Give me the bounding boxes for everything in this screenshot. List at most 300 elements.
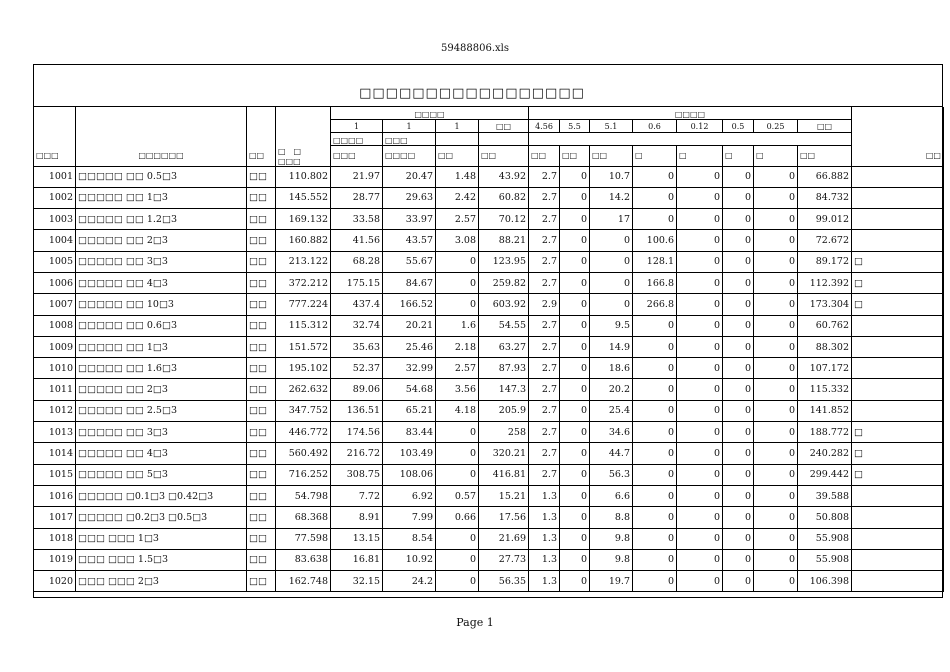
cell-b3: 6.6 (590, 485, 633, 506)
cell-b7: 0 (754, 507, 798, 528)
cell-b4: 266.8 (633, 294, 677, 315)
cell-asum: 56.35 (479, 571, 529, 592)
table-row (34, 294, 944, 315)
cell-note (852, 230, 944, 251)
cell-b7: 0 (754, 528, 798, 549)
cell-a1: 52.37 (331, 358, 383, 379)
cell-unit: □□ (247, 230, 276, 251)
cell-a2: 6.92 (383, 485, 436, 506)
cell-bsum: 141.852 (798, 400, 852, 421)
cell-b5: 0 (677, 400, 723, 421)
cell-a3: 0 (436, 549, 479, 570)
cell-b7: 0 (754, 230, 798, 251)
cell-b1: 1.3 (529, 571, 560, 592)
cell-code: 1018 (34, 528, 76, 549)
cell-bsum: 66.882 (798, 166, 852, 187)
cell-b1: 2.7 (529, 251, 560, 272)
cell-name: □□□□□ □□ 3□3 (76, 422, 247, 443)
header-blank-b (529, 133, 852, 146)
cell-b3: 0 (590, 230, 633, 251)
cell-b7: 0 (754, 485, 798, 506)
cell-note (852, 166, 944, 187)
cell-b4: 0 (633, 464, 677, 485)
cell-note (852, 549, 944, 570)
cell-price: 110.802 (276, 166, 331, 187)
table-row (34, 485, 944, 506)
cell-name: □□□□□ □□ 3□3 (76, 251, 247, 272)
cell-asum: 60.82 (479, 187, 529, 208)
col-unit: □□ (247, 146, 276, 167)
col-b7: □ (754, 146, 798, 167)
cell-asum: 416.81 (479, 464, 529, 485)
cell-b6: 0 (723, 272, 754, 293)
cell-a3: 0.57 (436, 485, 479, 506)
cell-b5: 0 (677, 166, 723, 187)
cell-b7: 0 (754, 400, 798, 421)
cell-b6: 0 (723, 187, 754, 208)
cell-b5: 0 (677, 230, 723, 251)
cell-asum: 320.21 (479, 443, 529, 464)
cell-asum: 88.21 (479, 230, 529, 251)
table-row (34, 422, 944, 443)
cell-bsum: 88.302 (798, 336, 852, 357)
page-number: Page 1 (456, 616, 494, 629)
price-table (33, 106, 944, 592)
cell-b4: 166.8 (633, 272, 677, 293)
cell-b7: 0 (754, 294, 798, 315)
cell-b6: 0 (723, 422, 754, 443)
cell-unit: □□ (247, 187, 276, 208)
cell-price: 169.132 (276, 209, 331, 230)
cell-b7: 0 (754, 422, 798, 443)
col-b2: □□ (560, 146, 590, 167)
cell-b5: 0 (677, 549, 723, 570)
cell-b6: 0 (723, 528, 754, 549)
cell-b5: 0 (677, 272, 723, 293)
table-row (34, 272, 944, 293)
cell-price: 162.748 (276, 571, 331, 592)
cell-b6: 0 (723, 336, 754, 357)
cell-b4: 0 (633, 422, 677, 443)
cell-unit: □□ (247, 315, 276, 336)
header-sub-b: 5.1 (590, 120, 633, 133)
cell-bsum: 84.732 (798, 187, 852, 208)
cell-b5: 0 (677, 443, 723, 464)
cell-b1: 2.9 (529, 294, 560, 315)
cell-a2: 103.49 (383, 443, 436, 464)
col-b1: □□ (529, 146, 560, 167)
col-note: □□ (852, 146, 944, 167)
cell-b7: 0 (754, 379, 798, 400)
header-sub-b: □□ (798, 120, 852, 133)
cell-price: 347.752 (276, 400, 331, 421)
cell-a1: 33.58 (331, 209, 383, 230)
cell-b4: 0 (633, 166, 677, 187)
cell-b7: 0 (754, 358, 798, 379)
cell-b5: 0 (677, 336, 723, 357)
cell-code: 1015 (34, 464, 76, 485)
header-sub-a2 (436, 133, 479, 146)
cell-b1: 2.7 (529, 336, 560, 357)
cell-b5: 0 (677, 294, 723, 315)
cell-note: □ (852, 272, 944, 293)
header-sub-b: 0.6 (633, 120, 677, 133)
cell-name: □□□□□ □□ 1.2□3 (76, 209, 247, 230)
cell-code: 1017 (34, 507, 76, 528)
cell-a2: 10.92 (383, 549, 436, 570)
cell-b6: 0 (723, 549, 754, 570)
cell-b4: 0 (633, 379, 677, 400)
cell-a2: 7.99 (383, 507, 436, 528)
cell-b1: 2.7 (529, 400, 560, 421)
cell-b1: 2.7 (529, 166, 560, 187)
cell-bsum: 115.332 (798, 379, 852, 400)
header-blank-code (34, 107, 76, 146)
cell-b4: 0 (633, 507, 677, 528)
cell-price: 115.312 (276, 315, 331, 336)
cell-bsum: 72.672 (798, 230, 852, 251)
cell-name: □□□□□ □□ 0.5□3 (76, 166, 247, 187)
cell-a3: 1.6 (436, 315, 479, 336)
cell-price: 446.772 (276, 422, 331, 443)
cell-a2: 54.68 (383, 379, 436, 400)
col-price (276, 146, 331, 167)
cell-b7: 0 (754, 571, 798, 592)
cell-b5: 0 (677, 315, 723, 336)
cell-b3: 9.5 (590, 315, 633, 336)
cell-price: 77.598 (276, 528, 331, 549)
cell-b3: 0 (590, 251, 633, 272)
cell-a3: 0 (436, 251, 479, 272)
cell-b3: 8.8 (590, 507, 633, 528)
cell-unit: □□ (247, 379, 276, 400)
cell-b7: 0 (754, 209, 798, 230)
cell-code: 1010 (34, 358, 76, 379)
cell-name: □□□□□ □□ 1□3 (76, 187, 247, 208)
cell-asum: 123.95 (479, 251, 529, 272)
cell-note (852, 400, 944, 421)
cell-unit: □□ (247, 272, 276, 293)
cell-asum: 259.82 (479, 272, 529, 293)
cell-a1: 216.72 (331, 443, 383, 464)
cell-b6: 0 (723, 400, 754, 421)
cell-note: □ (852, 464, 944, 485)
cell-bsum: 55.908 (798, 528, 852, 549)
cell-a1: 437.4 (331, 294, 383, 315)
cell-a2: 32.99 (383, 358, 436, 379)
cell-b2: 0 (560, 464, 590, 485)
cell-bsum: 89.172 (798, 251, 852, 272)
cell-unit: □□ (247, 507, 276, 528)
cell-b2: 0 (560, 358, 590, 379)
cell-name: □□□ □□□ 2□3 (76, 571, 247, 592)
cell-b4: 100.6 (633, 230, 677, 251)
header-sub-b: 0.25 (754, 120, 798, 133)
cell-bsum: 39.588 (798, 485, 852, 506)
cell-bsum: 60.762 (798, 315, 852, 336)
header-blank-unit (247, 107, 276, 146)
cell-code: 1013 (34, 422, 76, 443)
sheet-title: □□□□□□□□□□□□□□□□□ (359, 86, 585, 101)
file-name: 59488806.xls (440, 43, 510, 54)
table-row (34, 166, 944, 187)
cell-code: 1002 (34, 187, 76, 208)
cell-a2: 8.54 (383, 528, 436, 549)
cell-b6: 0 (723, 379, 754, 400)
cell-b4: 0 (633, 571, 677, 592)
cell-note: □ (852, 443, 944, 464)
cell-b6: 0 (723, 315, 754, 336)
cell-b7: 0 (754, 443, 798, 464)
cell-price: 68.368 (276, 507, 331, 528)
cell-note (852, 315, 944, 336)
col-a1: □□□ (331, 146, 383, 167)
cell-a2: 25.46 (383, 336, 436, 357)
cell-b5: 0 (677, 358, 723, 379)
cell-name: □□□ □□□ 1□3 (76, 528, 247, 549)
cell-a2: 84.67 (383, 272, 436, 293)
cell-b7: 0 (754, 187, 798, 208)
cell-asum: 147.3 (479, 379, 529, 400)
cell-asum: 205.9 (479, 400, 529, 421)
cell-unit: □□ (247, 571, 276, 592)
cell-a2: 33.97 (383, 209, 436, 230)
cell-asum: 63.27 (479, 336, 529, 357)
cell-a3: 0 (436, 528, 479, 549)
cell-a2: 20.21 (383, 315, 436, 336)
cell-unit: □□ (247, 464, 276, 485)
cell-a3: 4.18 (436, 400, 479, 421)
cell-name: □□□□□ □□ 10□3 (76, 294, 247, 315)
cell-b1: 1.3 (529, 485, 560, 506)
cell-b2: 0 (560, 379, 590, 400)
cell-a3: 2.42 (436, 187, 479, 208)
cell-a1: 136.51 (331, 400, 383, 421)
cell-b6: 0 (723, 230, 754, 251)
cell-asum: 54.55 (479, 315, 529, 336)
cell-a2: 29.63 (383, 187, 436, 208)
cell-a1: 32.74 (331, 315, 383, 336)
cell-a2: 108.06 (383, 464, 436, 485)
cell-b2: 0 (560, 400, 590, 421)
cell-price: 213.122 (276, 251, 331, 272)
header-sub-a2 (479, 133, 529, 146)
cell-a2: 65.21 (383, 400, 436, 421)
cell-note: □ (852, 422, 944, 443)
cell-asum: 15.21 (479, 485, 529, 506)
cell-a2: 24.2 (383, 571, 436, 592)
cell-code: 1011 (34, 379, 76, 400)
cell-a3: 0 (436, 443, 479, 464)
cell-b1: 2.7 (529, 379, 560, 400)
cell-b3: 9.8 (590, 528, 633, 549)
cell-b5: 0 (677, 485, 723, 506)
cell-b7: 0 (754, 464, 798, 485)
cell-b5: 0 (677, 209, 723, 230)
cell-a3: 0 (436, 272, 479, 293)
cell-name: □□□□□ □□ 2□3 (76, 379, 247, 400)
cell-a1: 16.81 (331, 549, 383, 570)
header-sub-b: 5.5 (560, 120, 590, 133)
cell-b3: 56.3 (590, 464, 633, 485)
cell-b5: 0 (677, 251, 723, 272)
cell-name: □□□□□ □□ 2□3 (76, 230, 247, 251)
cell-b3: 0 (590, 294, 633, 315)
cell-price: 262.632 (276, 379, 331, 400)
cell-price: 151.572 (276, 336, 331, 357)
cell-note (852, 209, 944, 230)
cell-b6: 0 (723, 358, 754, 379)
col-b3: □□ (590, 146, 633, 167)
table-row (34, 528, 944, 549)
cell-b1: 2.7 (529, 358, 560, 379)
col-bsum: □□ (798, 146, 852, 167)
cell-asum: 258 (479, 422, 529, 443)
cell-note (852, 507, 944, 528)
col-a3: □□ (436, 146, 479, 167)
cell-code: 1016 (34, 485, 76, 506)
cell-b2: 0 (560, 251, 590, 272)
cell-unit: □□ (247, 549, 276, 570)
cell-b3: 14.9 (590, 336, 633, 357)
cell-a3: 0 (436, 422, 479, 443)
cell-b5: 0 (677, 187, 723, 208)
cell-b7: 0 (754, 336, 798, 357)
cell-price: 145.552 (276, 187, 331, 208)
cell-note (852, 571, 944, 592)
cell-b5: 0 (677, 379, 723, 400)
cell-code: 1020 (34, 571, 76, 592)
cell-b4: 128.1 (633, 251, 677, 272)
cell-b7: 0 (754, 549, 798, 570)
table-row (34, 230, 944, 251)
cell-unit: □□ (247, 528, 276, 549)
cell-name: □□□□□ □□ 1.6□3 (76, 358, 247, 379)
cell-price: 54.798 (276, 485, 331, 506)
cell-name: □□□□□ □□ 5□3 (76, 464, 247, 485)
cell-price: 83.638 (276, 549, 331, 570)
cell-a3: 2.57 (436, 209, 479, 230)
cell-b2: 0 (560, 443, 590, 464)
cell-note (852, 379, 944, 400)
cell-a1: 32.15 (331, 571, 383, 592)
cell-a3: 2.18 (436, 336, 479, 357)
cell-b2: 0 (560, 209, 590, 230)
cell-b4: 0 (633, 528, 677, 549)
cell-name: □□□□□ □0.2□3 □0.5□3 (76, 507, 247, 528)
cell-b6: 0 (723, 251, 754, 272)
cell-b1: 1.3 (529, 528, 560, 549)
cell-b6: 0 (723, 209, 754, 230)
cell-unit: □□ (247, 336, 276, 357)
cell-note (852, 358, 944, 379)
cell-note (852, 485, 944, 506)
cell-a1: 174.56 (331, 422, 383, 443)
header-blank-price (276, 107, 331, 146)
cell-unit: □□ (247, 485, 276, 506)
cell-name: □□□□□ □□ 4□3 (76, 272, 247, 293)
cell-b5: 0 (677, 571, 723, 592)
header-sub-a2: □□□ (383, 133, 436, 146)
cell-a2: 43.57 (383, 230, 436, 251)
cell-bsum: 50.808 (798, 507, 852, 528)
col-b6: □ (723, 146, 754, 167)
cell-price: 195.102 (276, 358, 331, 379)
cell-b4: 0 (633, 549, 677, 570)
cell-b2: 0 (560, 336, 590, 357)
cell-b1: 1.3 (529, 549, 560, 570)
cell-b2: 0 (560, 571, 590, 592)
cell-b5: 0 (677, 507, 723, 528)
cell-b2: 0 (560, 422, 590, 443)
col-price-label: □□□ (278, 156, 301, 166)
header-group-b: □□□□ (529, 107, 852, 120)
cell-unit: □□ (247, 400, 276, 421)
cell-a1: 8.91 (331, 507, 383, 528)
cell-a1: 28.77 (331, 187, 383, 208)
cell-b3: 20.2 (590, 379, 633, 400)
cell-a1: 89.06 (331, 379, 383, 400)
cell-asum: 17.56 (479, 507, 529, 528)
cell-a3: 0 (436, 464, 479, 485)
cell-b4: 0 (633, 315, 677, 336)
table-row (34, 379, 944, 400)
table-row (34, 251, 944, 272)
cell-b5: 0 (677, 528, 723, 549)
cell-bsum: 188.772 (798, 422, 852, 443)
cell-name: □□□□□ □□ 2.5□3 (76, 400, 247, 421)
cell-asum: 43.92 (479, 166, 529, 187)
cell-b4: 0 (633, 187, 677, 208)
cell-b1: 2.7 (529, 272, 560, 293)
header-blank-note (852, 107, 944, 146)
header-sub-a2: □□□□ (331, 133, 383, 146)
cell-b3: 14.2 (590, 187, 633, 208)
cell-code: 1003 (34, 209, 76, 230)
cell-unit: □□ (247, 251, 276, 272)
header-sub-a: 1 (383, 120, 436, 133)
cell-a3: 0 (436, 571, 479, 592)
table-row (34, 571, 944, 592)
cell-a3: 0.66 (436, 507, 479, 528)
cell-b2: 0 (560, 549, 590, 570)
cell-asum: 70.12 (479, 209, 529, 230)
cell-a2: 166.52 (383, 294, 436, 315)
cell-asum: 87.93 (479, 358, 529, 379)
cell-a1: 7.72 (331, 485, 383, 506)
cell-b1: 2.7 (529, 187, 560, 208)
cell-bsum: 55.908 (798, 549, 852, 570)
cell-b6: 0 (723, 507, 754, 528)
cell-bsum: 299.442 (798, 464, 852, 485)
cell-bsum: 173.304 (798, 294, 852, 315)
cell-a1: 308.75 (331, 464, 383, 485)
cell-b4: 0 (633, 485, 677, 506)
cell-b2: 0 (560, 187, 590, 208)
cell-unit: □□ (247, 294, 276, 315)
cell-a3: 3.08 (436, 230, 479, 251)
table-row (34, 507, 944, 528)
cell-unit: □□ (247, 358, 276, 379)
cell-bsum: 107.172 (798, 358, 852, 379)
cell-b6: 0 (723, 571, 754, 592)
header-blank-name (76, 107, 247, 146)
cell-a3: 1.48 (436, 166, 479, 187)
header-sub-b: 0.5 (723, 120, 754, 133)
cell-price: 716.252 (276, 464, 331, 485)
table-row (34, 209, 944, 230)
cell-b2: 0 (560, 528, 590, 549)
